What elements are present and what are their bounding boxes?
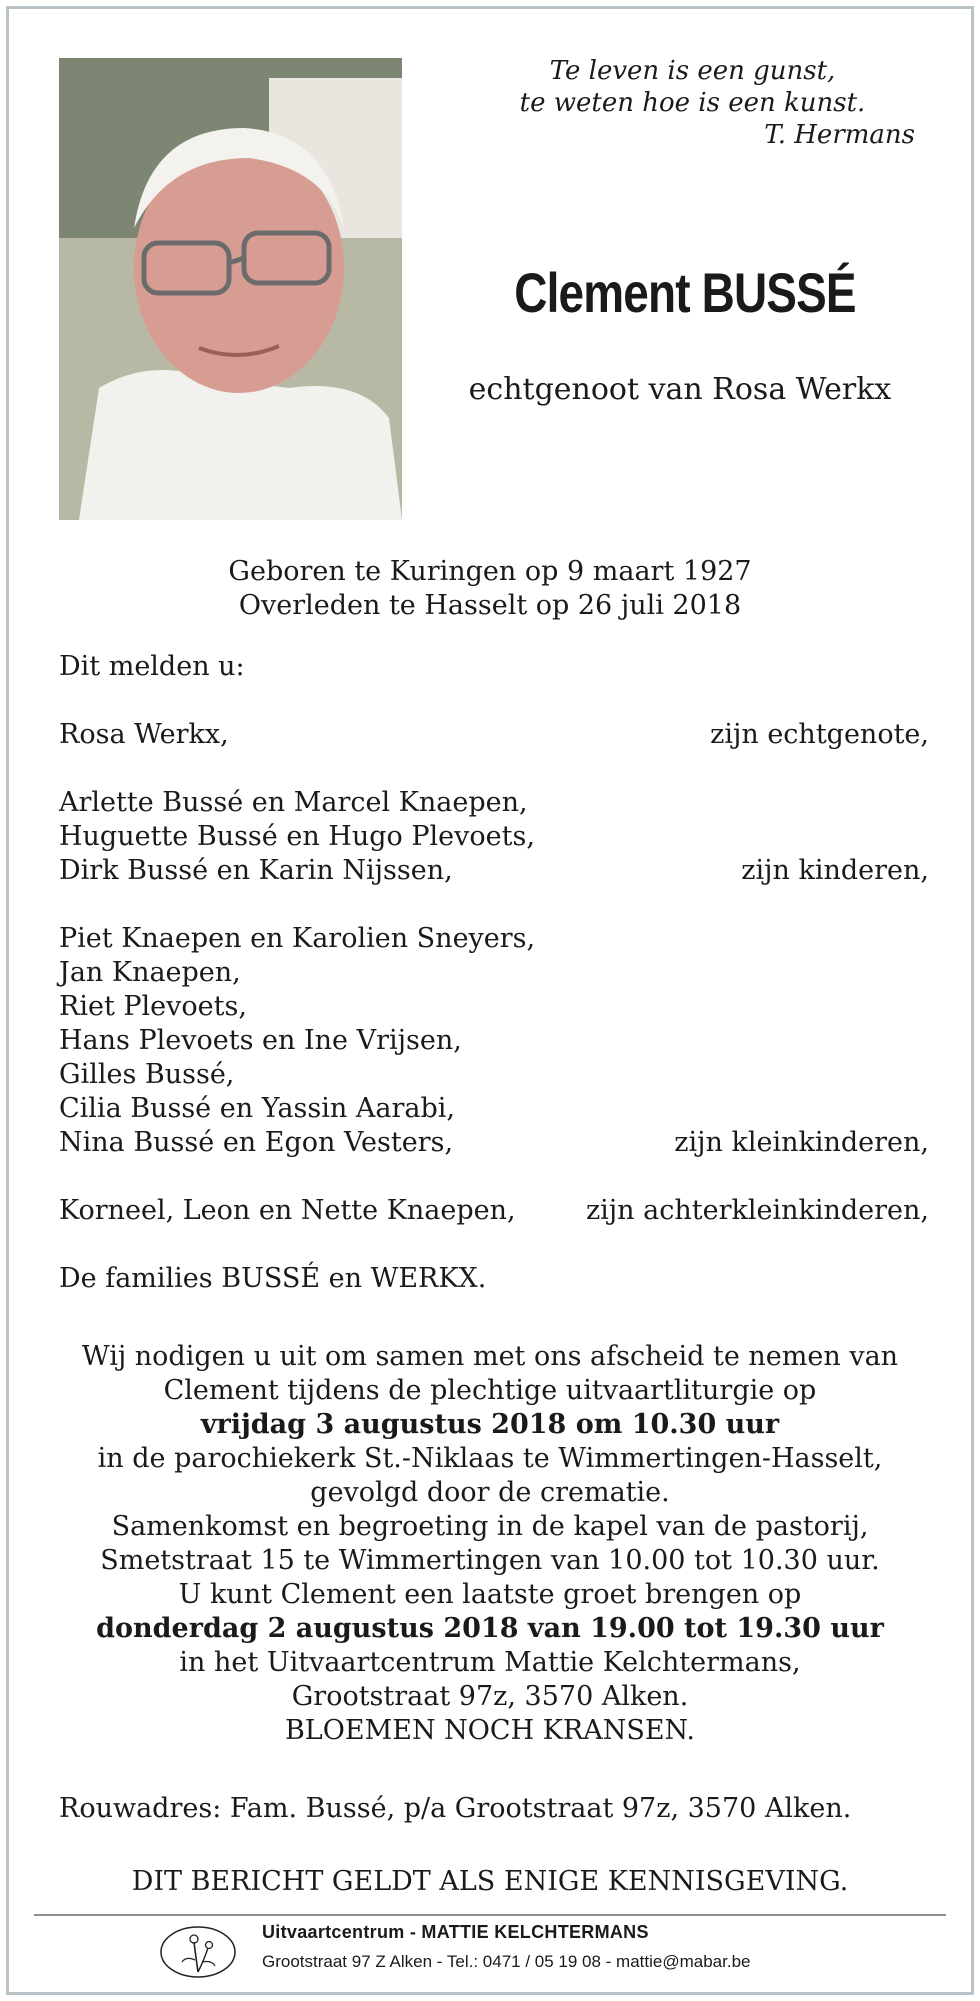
portrait-photo [59, 58, 402, 520]
quote-line-1: Te leven is een gunst, [549, 56, 836, 86]
quote-block [470, 55, 915, 151]
list-item: Riet Plevoets, [59, 991, 247, 1022]
funeral-home-footer [158, 1918, 858, 1980]
families-line: De families BUSSÉ en WERKX. [59, 1263, 487, 1294]
divider [34, 1914, 946, 1916]
intro-line: Dit melden u: [59, 651, 245, 682]
life-dates [150, 555, 830, 623]
quote-line-2: te weten hoe is een kunst. [519, 88, 866, 118]
mourning-address: Rouwadres: Fam. Bussé, p/a Grootstraat 97z, 3570 Alken. [59, 1793, 852, 1824]
great-grandchildren-relation: zijn achterkleinkinderen, [585, 1195, 929, 1226]
list-item: Dirk Bussé en Karin Nijssen, zijn kinderen, [59, 855, 929, 886]
funeral-home-name: Uitvaartcentrum - MATTIE KELCHTERMANS [262, 1922, 649, 1942]
funeral-datetime: vrijdag 3 augustus 2018 om 10.30 uur [200, 1409, 780, 1440]
list-item: Cilia Bussé en Yassin Aarabi, [59, 1093, 455, 1124]
birth-date: Geboren te Kuringen op 9 maart 1927 [228, 556, 752, 587]
children-relation: zijn kinderen, [741, 855, 929, 886]
funeral-invitation: Wij nodigen u uit om samen met ons afscheid te nemen van Clement tijdens de plechtige uitvaartliturgie op vrijdag 3 augustus 2018 om 10.30 uur in de parochiekerk St.-Niklaas te Wimmertingen-Hasselt, gevolgd door de crematie. Samenkomst en begroeting in de kapel van de pastorij, Smetstraat 15 te Wimmertingen van 10.00 tot 10.30 uur. U kunt Clement een laatste groet brengen op donderdag 2 augustus 2018 van 19.00 tot 19.30 uur in het Uitvaartcentrum Mattie Kelchtermans, Grootstraat 97z, 3570 Alken. BLOEMEN NOCH KRANSEN. [40, 1340, 940, 1748]
funeral-home-contact: Grootstraat 97 Z Alken - Tel.: 0471 / 05 19 08 - mattie@mabar.be [262, 1952, 751, 1971]
list-item: Nina Bussé en Egon Vesters, zijn kleinkinderen, [59, 1127, 929, 1158]
list-item: Hans Plevoets en Ine Vrijsen, [59, 1025, 462, 1056]
spouse-relation: zijn echtgenote, [710, 719, 929, 750]
list-item: Gilles Bussé, [59, 1059, 235, 1090]
list-item: Huguette Bussé en Hugo Plevoets, [59, 821, 535, 852]
notice-line: DIT BERICHT GELDT ALS ENIGE KENNISGEVING. [131, 1866, 849, 1897]
list-item [59, 718, 929, 752]
grandchildren-relation: zijn kleinkinderen, [674, 1127, 929, 1158]
spouse-name: Rosa Werkx, [59, 719, 229, 750]
viewing-datetime: donderdag 2 augustus 2018 van 19.00 tot 19.30 uur [96, 1613, 884, 1644]
flower-logo-icon [158, 1920, 238, 1980]
family-list [59, 650, 929, 1296]
list-item: Jan Knaepen, [59, 957, 241, 988]
list-item: Arlette Bussé en Marcel Knaepen, [59, 787, 528, 818]
death-date: Overleden te Hasselt op 26 juli 2018 [238, 590, 742, 621]
list-item: Piet Knaepen en Karolien Sneyers, [59, 923, 536, 954]
spouse-line: echtgenoot van Rosa Werkx [468, 372, 892, 407]
list-item: Korneel, Leon en Nette Knaepen, zijn achterkleinkinderen, [59, 1195, 929, 1226]
deceased-name: Clement BUSSÉ [514, 261, 856, 324]
quote-author: T. Hermans [764, 120, 915, 150]
